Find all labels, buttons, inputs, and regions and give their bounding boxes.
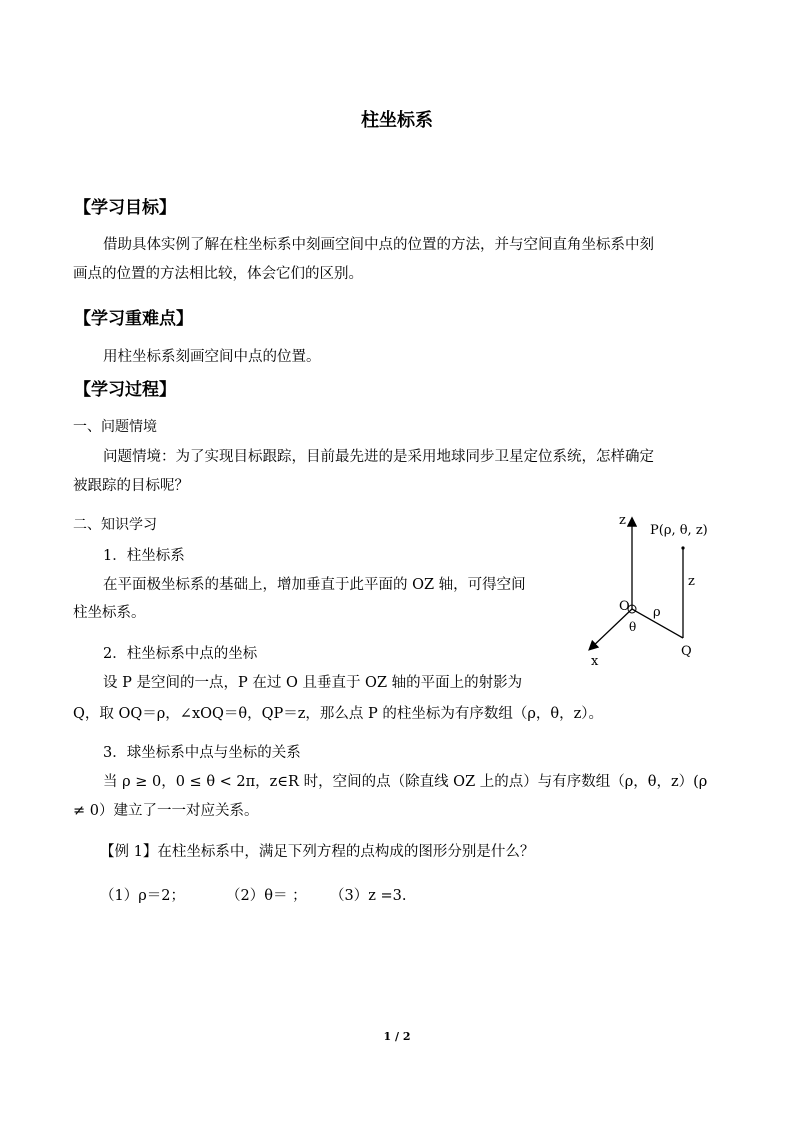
part1-line-2: 被跟踪的目标呢？ xyxy=(73,478,189,494)
origin-label: O xyxy=(619,599,630,614)
goals-line-1: 借助具体实例了解在柱坐标系中刻画空间中点的位置的方法，并与空间直角坐标系中刻 xyxy=(103,237,654,253)
example-part-3: （3）z =3. xyxy=(330,888,407,904)
z-axis-label: z xyxy=(619,513,626,528)
theta-label: θ xyxy=(629,620,637,634)
item3-line-1: 当 ρ ≥ 0，0 ≤ θ < 2π，z∈R 时，空间的点（除直线 OZ 上的点）与有序数组（ρ，θ，z）(ρ xyxy=(103,774,708,790)
item3-line-2: ≠ 0）建立了一一对应关系。 xyxy=(73,803,259,819)
part1-line-1: 问题情境：为了实现目标跟踪，目前最先进的是采用地球同步卫星定位系统，怎样确定 xyxy=(103,449,654,465)
item1-line-2: 柱坐标系。 xyxy=(73,605,146,621)
item2-heading: 2．柱坐标系中点的坐标 xyxy=(103,646,258,662)
goals-line-2: 画点的位置的方法相比较，体会它们的区别。 xyxy=(73,266,363,282)
item2-line-1: 设 P 是空间的一点，P 在过 O 且垂直于 OZ 轴的平面上的射影为 xyxy=(103,675,523,691)
item1-line-1: 在平面极坐标系的基础上，增加垂直于此平面的 OZ 轴，可得空间 xyxy=(103,577,526,593)
item3-heading: 3．球坐标系中点与坐标的关系 xyxy=(103,745,301,761)
part1-heading: 一、问题情境 xyxy=(73,419,157,435)
x-axis xyxy=(590,609,632,649)
process-heading: 【学习过程】 xyxy=(74,380,176,400)
point-p xyxy=(681,546,684,549)
example-part-2: （2）θ＝ ； xyxy=(226,888,307,904)
example-part-1: （1）ρ＝2； xyxy=(100,888,185,904)
key-heading: 【学习重难点】 xyxy=(74,309,193,329)
cylindrical-coordinate-diagram xyxy=(570,505,740,675)
part2-heading: 二、知识学习 xyxy=(73,517,157,533)
page-title: 柱坐标系 xyxy=(361,110,433,131)
key-text: 用柱坐标系刻画空间中点的位置。 xyxy=(103,349,321,365)
item1-heading: 1．柱坐标系 xyxy=(103,548,185,564)
point-q-label: Q xyxy=(681,644,692,659)
rho-label: ρ xyxy=(653,605,661,620)
goals-heading: 【学习目标】 xyxy=(74,198,176,218)
item2-line-2: Q，取 OQ＝ρ，∠xOQ＝θ，QP＝z，那么点 P 的柱坐标为有序数组（ρ，θ，z）。 xyxy=(73,706,604,722)
page-number: 1 / 2 xyxy=(383,1030,411,1043)
example-1: 【例 1】在柱坐标系中，满足下列方程的点构成的图形分别是什么？ xyxy=(100,844,535,860)
z-segment-label: z xyxy=(688,574,695,589)
point-p-label: P(ρ, θ, z) xyxy=(650,523,708,538)
x-axis-label: x xyxy=(591,654,599,669)
